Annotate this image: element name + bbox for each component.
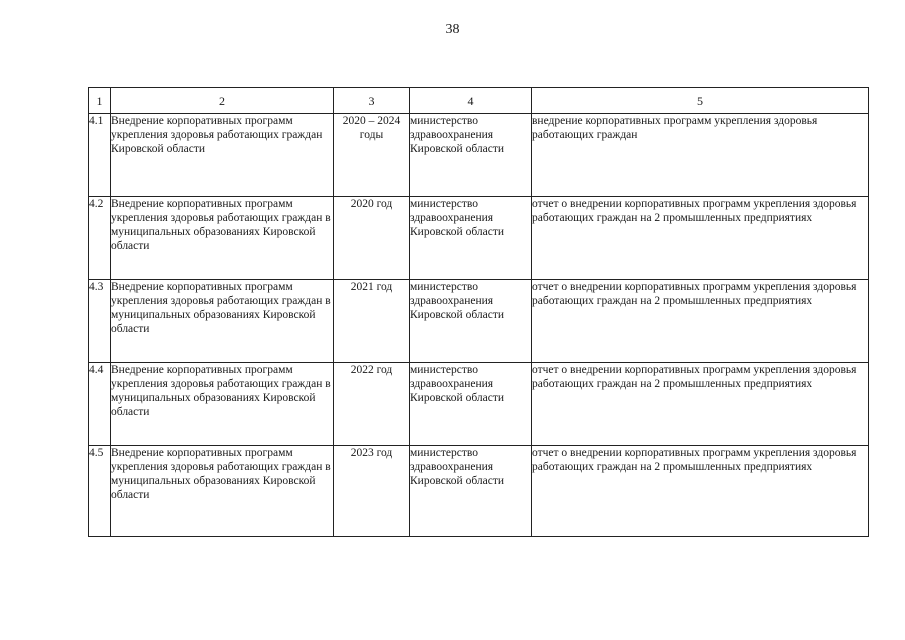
plan-table (88, 87, 869, 537)
page-number: 38 (445, 22, 460, 37)
measure-name: Внедрение корпоративных программ укрепления здоровья работающих граждан в муниципальных образованиях Кировской области (111, 280, 334, 363)
implementation-term: 2020 – 2024 годы (334, 114, 410, 197)
header-col-4: 4 (410, 88, 532, 114)
responsible-executor: министерство здравоохранения Кировской области (410, 197, 532, 280)
implementation-term: 2020 год (334, 197, 410, 280)
table-row (89, 114, 869, 197)
measure-name: Внедрение корпоративных программ укрепления здоровья работающих граждан Кировской области (111, 114, 334, 197)
implementation-term: 2023 год (334, 446, 410, 537)
header-col-2: 2 (111, 88, 334, 114)
header-col-5: 5 (532, 88, 869, 114)
header-col-1: 1 (89, 88, 111, 114)
expected-result: внедрение корпоративных программ укрепления здоровья работающих граждан (532, 114, 869, 197)
responsible-executor: министерство здравоохранения Кировской области (410, 280, 532, 363)
expected-result: отчет о внедрении корпоративных программ укрепления здоровья работающих граждан на 2 промышленных предприятиях (532, 363, 869, 446)
header-col-3: 3 (334, 88, 410, 114)
row-number: 4.1 (89, 114, 111, 197)
expected-result: отчет о внедрении корпоративных программ укрепления здоровья работающих граждан на 2 промышленных предприятиях (532, 197, 869, 280)
measure-name: Внедрение корпоративных программ укрепления здоровья работающих граждан в муниципальных образованиях Кировской области (111, 446, 334, 537)
table-row (89, 197, 869, 280)
table-row (89, 363, 869, 446)
row-number: 4.4 (89, 363, 111, 446)
expected-result: отчет о внедрении корпоративных программ укрепления здоровья работающих граждан на 2 промышленных предприятиях (532, 446, 869, 537)
table-row (89, 446, 869, 537)
responsible-executor: министерство здравоохранения Кировской области (410, 446, 532, 537)
expected-result: отчет о внедрении корпоративных программ укрепления здоровья работающих граждан на 2 промышленных предприятиях (532, 280, 869, 363)
row-number: 4.2 (89, 197, 111, 280)
row-number: 4.5 (89, 446, 111, 537)
responsible-executor: министерство здравоохранения Кировской области (410, 363, 532, 446)
measure-name: Внедрение корпоративных программ укрепления здоровья работающих граждан в муниципальных образованиях Кировской области (111, 363, 334, 446)
implementation-term: 2022 год (334, 363, 410, 446)
row-number: 4.3 (89, 280, 111, 363)
implementation-term: 2021 год (334, 280, 410, 363)
table-row (89, 280, 869, 363)
measure-name: Внедрение корпоративных программ укрепления здоровья работающих граждан в муниципальных образованиях Кировской области (111, 197, 334, 280)
responsible-executor: министерство здравоохранения Кировской области (410, 114, 532, 197)
table-header-row (89, 88, 869, 114)
